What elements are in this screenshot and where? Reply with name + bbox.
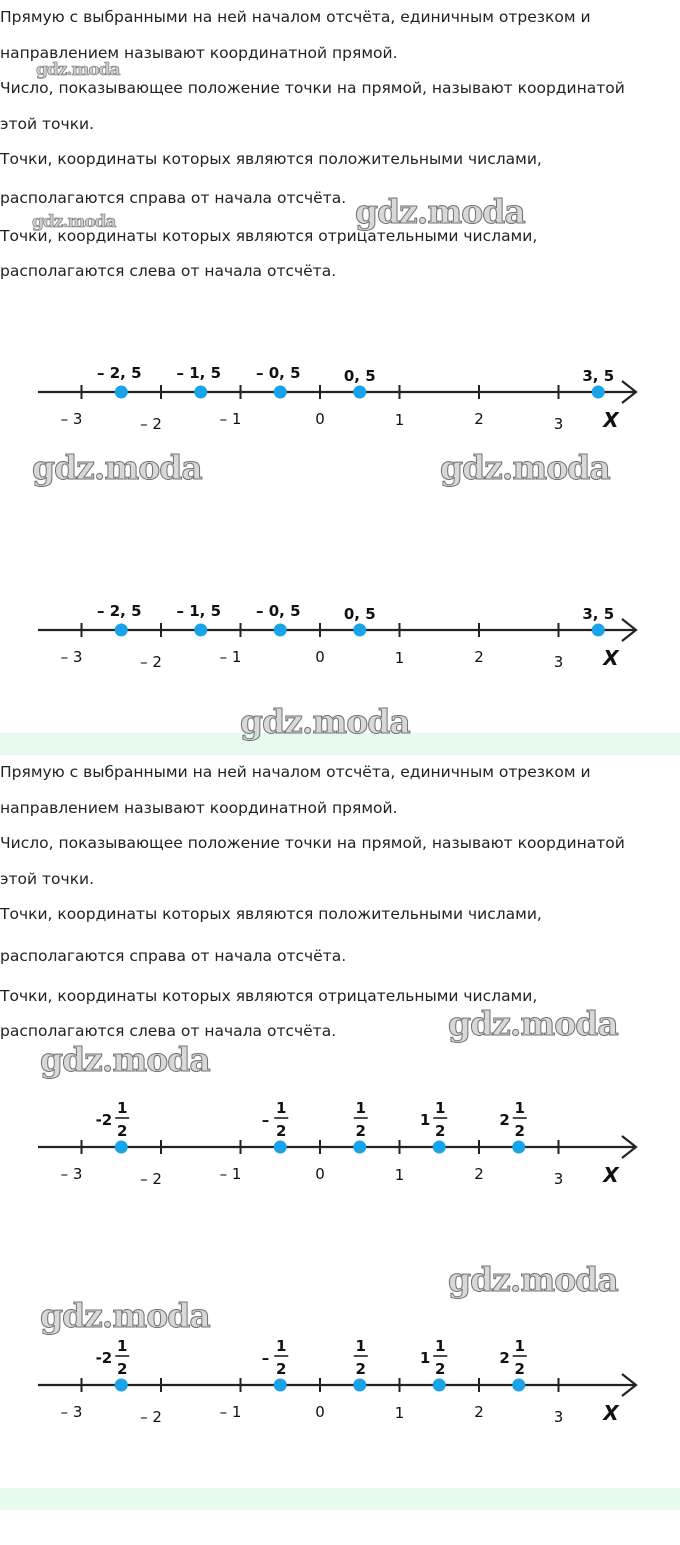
fraction-whole-part: 1 bbox=[419, 1111, 431, 1129]
fraction-numerator: 1 bbox=[514, 1099, 525, 1117]
axis-variable-label: X bbox=[603, 646, 619, 670]
theory-line: направлением называют координатной прямой. bbox=[0, 43, 398, 62]
watermark: gdz.moda bbox=[40, 1296, 210, 1335]
fraction-denominator: 2 bbox=[117, 1360, 128, 1378]
theory-line: Точки, координаты которых являются положительными числами, bbox=[0, 905, 542, 923]
fraction-denominator: 2 bbox=[514, 1360, 525, 1378]
fraction-whole-part: 2 bbox=[499, 1111, 510, 1129]
point-marker bbox=[274, 624, 287, 637]
number-line-fraction-1 bbox=[0, 1095, 680, 1195]
fraction-numerator: 1 bbox=[514, 1337, 525, 1355]
watermark: gdz.moda bbox=[40, 1040, 210, 1079]
point-marker bbox=[115, 624, 128, 637]
point-marker bbox=[115, 386, 128, 399]
watermark: gdz.moda bbox=[440, 448, 610, 487]
fraction-whole-part: -2 bbox=[95, 1111, 113, 1129]
watermark: gdz.moda bbox=[355, 192, 525, 231]
fraction-numerator: 1 bbox=[435, 1337, 446, 1355]
fraction-denominator: 2 bbox=[355, 1360, 366, 1378]
axis-variable-label: X bbox=[603, 408, 619, 432]
theory-line: этой точки. bbox=[0, 869, 95, 888]
tick-label: – 1 bbox=[219, 1165, 242, 1183]
point-label: 3, 5 bbox=[582, 367, 615, 385]
tick-label: 2 bbox=[474, 1403, 484, 1421]
tick-label: – 2 bbox=[140, 653, 162, 671]
tick-label: 0 bbox=[315, 648, 325, 666]
fraction-numerator: 1 bbox=[435, 1099, 446, 1117]
number-line-fraction-2 bbox=[0, 1333, 680, 1433]
point-marker bbox=[433, 1141, 446, 1154]
theory-line: располагаются слева от начала отсчёта. bbox=[0, 262, 337, 280]
tick-label: – 3 bbox=[60, 1165, 83, 1183]
point-label: – 2, 5 bbox=[96, 602, 142, 620]
tick-label: 0 bbox=[315, 410, 325, 428]
number-line-decimal-2 bbox=[0, 578, 680, 678]
point-marker bbox=[592, 386, 605, 399]
tick-label: 3 bbox=[553, 415, 564, 433]
fraction-sign: – bbox=[261, 1349, 270, 1367]
tick-label: 1 bbox=[394, 411, 405, 429]
point-marker bbox=[274, 1379, 287, 1392]
point-label: – 2, 5 bbox=[96, 364, 142, 382]
theory-line: Число, показывающее положение точки на прямой, называют координатой bbox=[0, 79, 625, 97]
point-marker bbox=[353, 386, 366, 399]
footer-band bbox=[0, 1488, 680, 1510]
theory-text-1 bbox=[0, 0, 680, 290]
fraction-whole-part: -2 bbox=[95, 1349, 113, 1367]
watermark: gdz.moda bbox=[32, 212, 116, 232]
theory-line: этой точки. bbox=[0, 114, 95, 133]
point-marker bbox=[512, 1379, 525, 1392]
point-marker bbox=[353, 1379, 366, 1392]
tick-label: – 2 bbox=[140, 1170, 162, 1188]
axis-variable-label: X bbox=[603, 1163, 619, 1187]
theory-line: направлением называют координатной прямой. bbox=[0, 798, 398, 817]
theory-line: Точки, координаты которых являются отрицательными числами, bbox=[0, 986, 538, 1005]
point-marker bbox=[353, 1141, 366, 1154]
fraction-denominator: 2 bbox=[355, 1122, 366, 1140]
tick-label: 0 bbox=[315, 1165, 325, 1183]
fraction-numerator: 1 bbox=[355, 1099, 366, 1117]
fraction-numerator: 1 bbox=[355, 1337, 366, 1355]
theory-line: Число, показывающее положение точки на прямой, называют координатой bbox=[0, 834, 625, 852]
point-marker bbox=[115, 1379, 128, 1392]
theory-line: Точки, координаты которых являются отрицательными числами, bbox=[0, 226, 538, 245]
tick-label: 3 bbox=[553, 1170, 564, 1188]
point-marker bbox=[274, 1141, 287, 1154]
point-label: – 1, 5 bbox=[176, 602, 222, 620]
tick-label: – 3 bbox=[60, 648, 83, 666]
tick-label: 1 bbox=[394, 649, 405, 667]
fraction-denominator: 2 bbox=[435, 1122, 446, 1140]
point-marker bbox=[592, 624, 605, 637]
fraction-denominator: 2 bbox=[117, 1122, 128, 1140]
point-label: 3, 5 bbox=[582, 605, 615, 623]
tick-label: 2 bbox=[474, 410, 484, 428]
fraction-numerator: 1 bbox=[117, 1099, 128, 1117]
theory-line: располагаются справа от начала отсчёта. bbox=[0, 188, 347, 207]
fraction-numerator: 1 bbox=[117, 1337, 128, 1355]
fraction-whole-part: 1 bbox=[419, 1349, 431, 1367]
tick-label: – 1 bbox=[219, 410, 242, 428]
theory-line: располагаются справа от начала отсчёта. bbox=[0, 946, 347, 965]
tick-label: 1 bbox=[394, 1166, 405, 1184]
fraction-numerator: 1 bbox=[276, 1099, 287, 1117]
tick-label: 3 bbox=[553, 1408, 564, 1426]
tick-label: 3 bbox=[553, 653, 564, 671]
watermark: gdz.moda bbox=[240, 702, 410, 741]
point-marker bbox=[353, 624, 366, 637]
tick-label: 1 bbox=[394, 1404, 405, 1422]
fraction-denominator: 2 bbox=[514, 1122, 525, 1140]
tick-label: – 1 bbox=[219, 648, 242, 666]
fraction-whole-part: 2 bbox=[499, 1349, 510, 1367]
fraction-denominator: 2 bbox=[276, 1122, 287, 1140]
fraction-denominator: 2 bbox=[276, 1360, 287, 1378]
tick-label: 2 bbox=[474, 1165, 484, 1183]
point-marker bbox=[115, 1141, 128, 1154]
tick-label: – 2 bbox=[140, 415, 162, 433]
tick-label: 0 bbox=[315, 1403, 325, 1421]
watermark: gdz.moda bbox=[448, 1260, 618, 1299]
theory-line: Точки, координаты которых являются положительными числами, bbox=[0, 150, 542, 168]
fraction-denominator: 2 bbox=[435, 1360, 446, 1378]
watermark: gdz.moda bbox=[32, 448, 202, 487]
watermark: gdz.moda bbox=[448, 1004, 618, 1043]
theory-line: Прямую с выбранными на ней началом отсчёта, единичным отрезком и bbox=[0, 763, 591, 781]
fraction-numerator: 1 bbox=[276, 1337, 287, 1355]
tick-label: 2 bbox=[474, 648, 484, 666]
watermark: gdz.moda bbox=[36, 60, 120, 80]
point-marker bbox=[194, 624, 207, 637]
theory-line: Прямую с выбранными на ней началом отсчёта, единичным отрезком и bbox=[0, 8, 591, 26]
axis-variable-label: X bbox=[603, 1401, 619, 1425]
point-label: – 0, 5 bbox=[255, 364, 301, 382]
tick-label: – 2 bbox=[140, 1408, 162, 1426]
point-marker bbox=[274, 386, 287, 399]
number-line-decimal-1 bbox=[0, 340, 680, 440]
fraction-sign: – bbox=[261, 1111, 270, 1129]
point-label: – 0, 5 bbox=[255, 602, 301, 620]
point-label: 0, 5 bbox=[343, 605, 376, 623]
point-marker bbox=[433, 1379, 446, 1392]
point-marker bbox=[512, 1141, 525, 1154]
tick-label: – 3 bbox=[60, 410, 83, 428]
point-label: – 1, 5 bbox=[176, 364, 222, 382]
point-marker bbox=[194, 386, 207, 399]
tick-label: – 1 bbox=[219, 1403, 242, 1421]
tick-label: – 3 bbox=[60, 1403, 83, 1421]
theory-line: располагаются слева от начала отсчёта. bbox=[0, 1022, 337, 1040]
point-label: 0, 5 bbox=[343, 367, 376, 385]
